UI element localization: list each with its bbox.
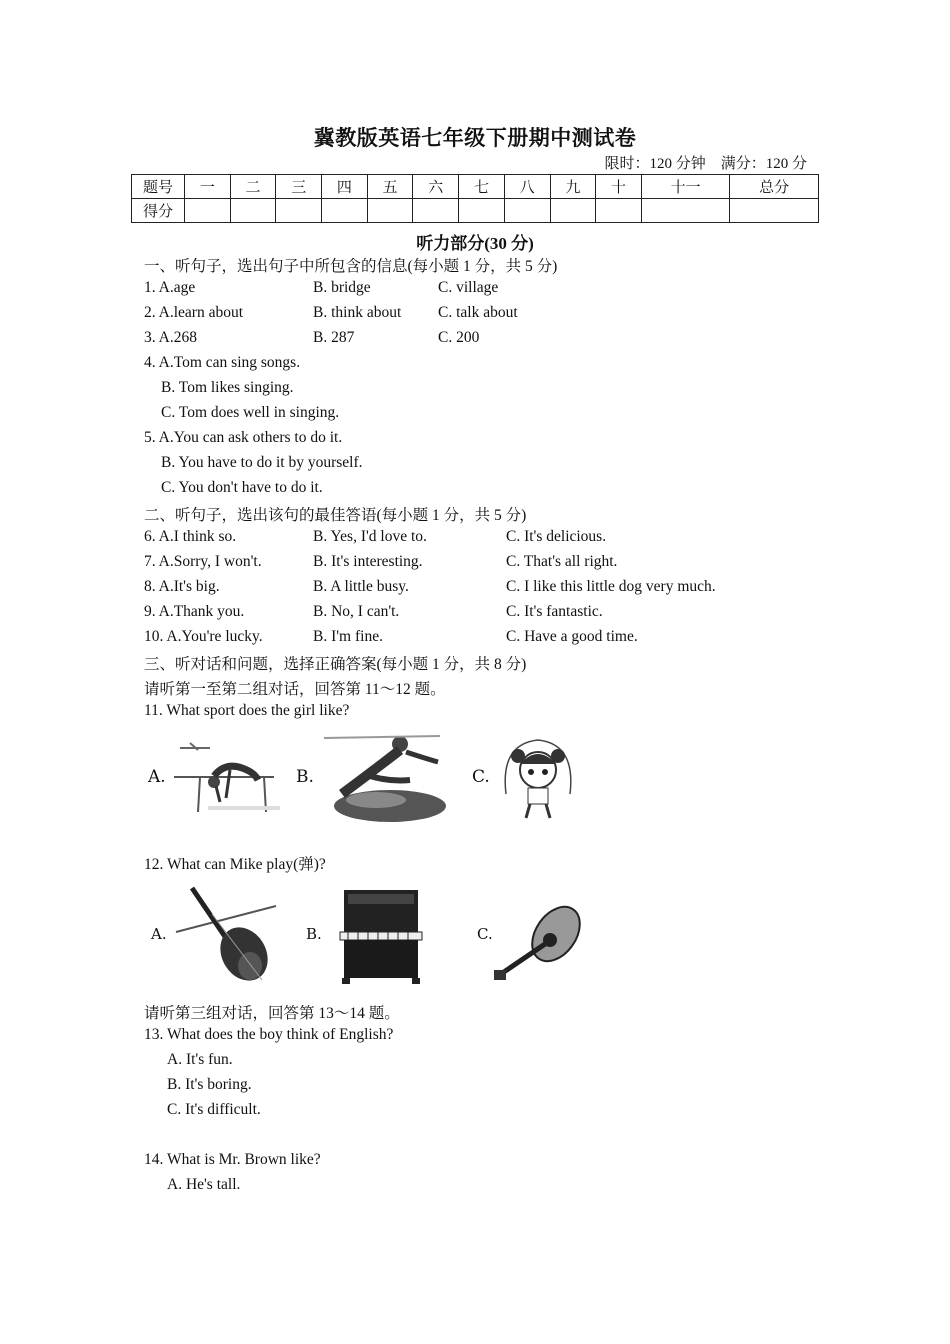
q5-option-c: C. You don't have to do it. [161,479,323,496]
q3-option-b: B. 287 [313,329,355,346]
part3-intro-2: 请听第三组对话，回答第 13～14 题。 [144,1005,400,1022]
q3-option-a: 3. A.268 [144,329,197,346]
score-cell: 九 [550,175,596,199]
score-cell: 十一 [641,175,730,199]
score-table-score-row [132,199,819,223]
q14-option-a: A. He's tall. [167,1176,241,1193]
score-cell: 一 [185,175,231,199]
q2-option-a: 2. A.learn about [144,304,244,321]
score-cell: 五 [367,175,413,199]
q2-option-c: C. talk about [438,304,518,321]
q4-option-c: C. Tom does well in singing. [161,404,340,421]
q10-option-b: B. I'm fine. [313,628,383,645]
q11-label-a: A. [148,767,166,787]
q13-question: 13. What does the boy think of English? [144,1026,394,1043]
q1-option-b: B. bridge [313,279,371,296]
score-cell: 八 [504,175,550,199]
score-blank [550,199,596,223]
q13-option-a: A. It's fun. [167,1051,233,1068]
q12-label-a: A. [151,925,167,943]
score-blank [413,199,459,223]
part2-heading: 二、听句子，选出该句的最佳答语(每小题 1 分，共 5 分) [144,507,527,524]
q12-label-c: C. [477,925,493,943]
guitar-picture [494,898,582,984]
q6-option-c: C. It's delicious. [506,528,607,545]
q1-option-a: 1. A.age [144,279,196,296]
score-blank [641,199,730,223]
q11-question: 11. What sport does the girl like? [144,702,350,719]
q8-option-b: B. A little busy. [313,578,409,595]
q9-option-a: 9. A.Thank you. [144,603,245,620]
score-cell: 题号 [132,175,185,199]
q7-option-a: 7. A.Sorry, I won't. [144,553,262,570]
score-blank [596,199,642,223]
score-blank [276,199,322,223]
q4-option-b: B. Tom likes singing. [161,379,294,396]
q7-option-c: C. That's all right. [506,553,618,570]
q5-option-a: 5. A.You can ask others to do it. [144,429,343,446]
q13-option-c: C. It's difficult. [167,1101,261,1118]
exam-title: 冀教版英语七年级下册期中测试卷 [313,126,637,150]
high-jump-picture [170,740,280,818]
score-blank [459,199,505,223]
part1-heading: 一、听句子，选出句子中所包含的信息(每小题 1 分，共 5 分) [144,258,558,275]
q12-label-b: B. [306,925,322,943]
score-cell: 四 [322,175,368,199]
jump-rope-girl-picture [496,734,580,826]
score-cell: 总分 [730,175,819,199]
listening-header: 听力部分(30 分) [416,234,534,253]
q14-question: 14. What is Mr. Brown like? [144,1151,321,1168]
q5-option-b: B. You have to do it by yourself. [161,454,363,471]
q9-option-b: B. No, I can't. [313,603,400,620]
q13-option-b: B. It's boring. [167,1076,252,1093]
score-cell: 得分 [132,199,185,223]
q8-option-a: 8. A.It's big. [144,578,220,595]
score-cell: 三 [276,175,322,199]
q1-option-c: C. village [438,279,499,296]
time-score-limits: 限时：120 分钟 满分：120 分 [604,156,807,172]
score-cell: 二 [230,175,276,199]
score-blank [504,199,550,223]
q12-question: 12. What can Mike play(弹)? [144,856,326,873]
score-blank [730,199,819,223]
q6-option-a: 6. A.I think so. [144,528,237,545]
q9-option-c: C. It's fantastic. [506,603,603,620]
score-blank [230,199,276,223]
score-blank [185,199,231,223]
part3-intro-1: 请听第一至第二组对话，回答第 11～12 题。 [144,681,446,698]
score-table-header-row [132,175,819,199]
q8-option-c: C. I like this little dog very much. [506,578,716,595]
score-table [131,174,819,223]
piano-picture [338,884,424,986]
long-jump-picture [320,730,448,826]
part3-heading: 三、听对话和问题，选择正确答案(每小题 1 分，共 8 分) [144,656,527,673]
q10-option-a: 10. A.You're lucky. [144,628,263,645]
score-blank [322,199,368,223]
q11-label-c: C. [472,767,490,787]
score-cell: 六 [413,175,459,199]
score-blank [367,199,413,223]
q10-option-c: C. Have a good time. [506,628,638,645]
q7-option-b: B. It's interesting. [313,553,423,570]
q3-option-c: C. 200 [438,329,480,346]
q4-option-a: 4. A.Tom can sing songs. [144,354,301,371]
q6-option-b: B. Yes, I'd love to. [313,528,427,545]
violin-picture [172,884,278,990]
score-cell: 十 [596,175,642,199]
q2-option-b: B. think about [313,304,402,321]
score-cell: 七 [459,175,505,199]
q11-label-b: B. [296,767,314,787]
